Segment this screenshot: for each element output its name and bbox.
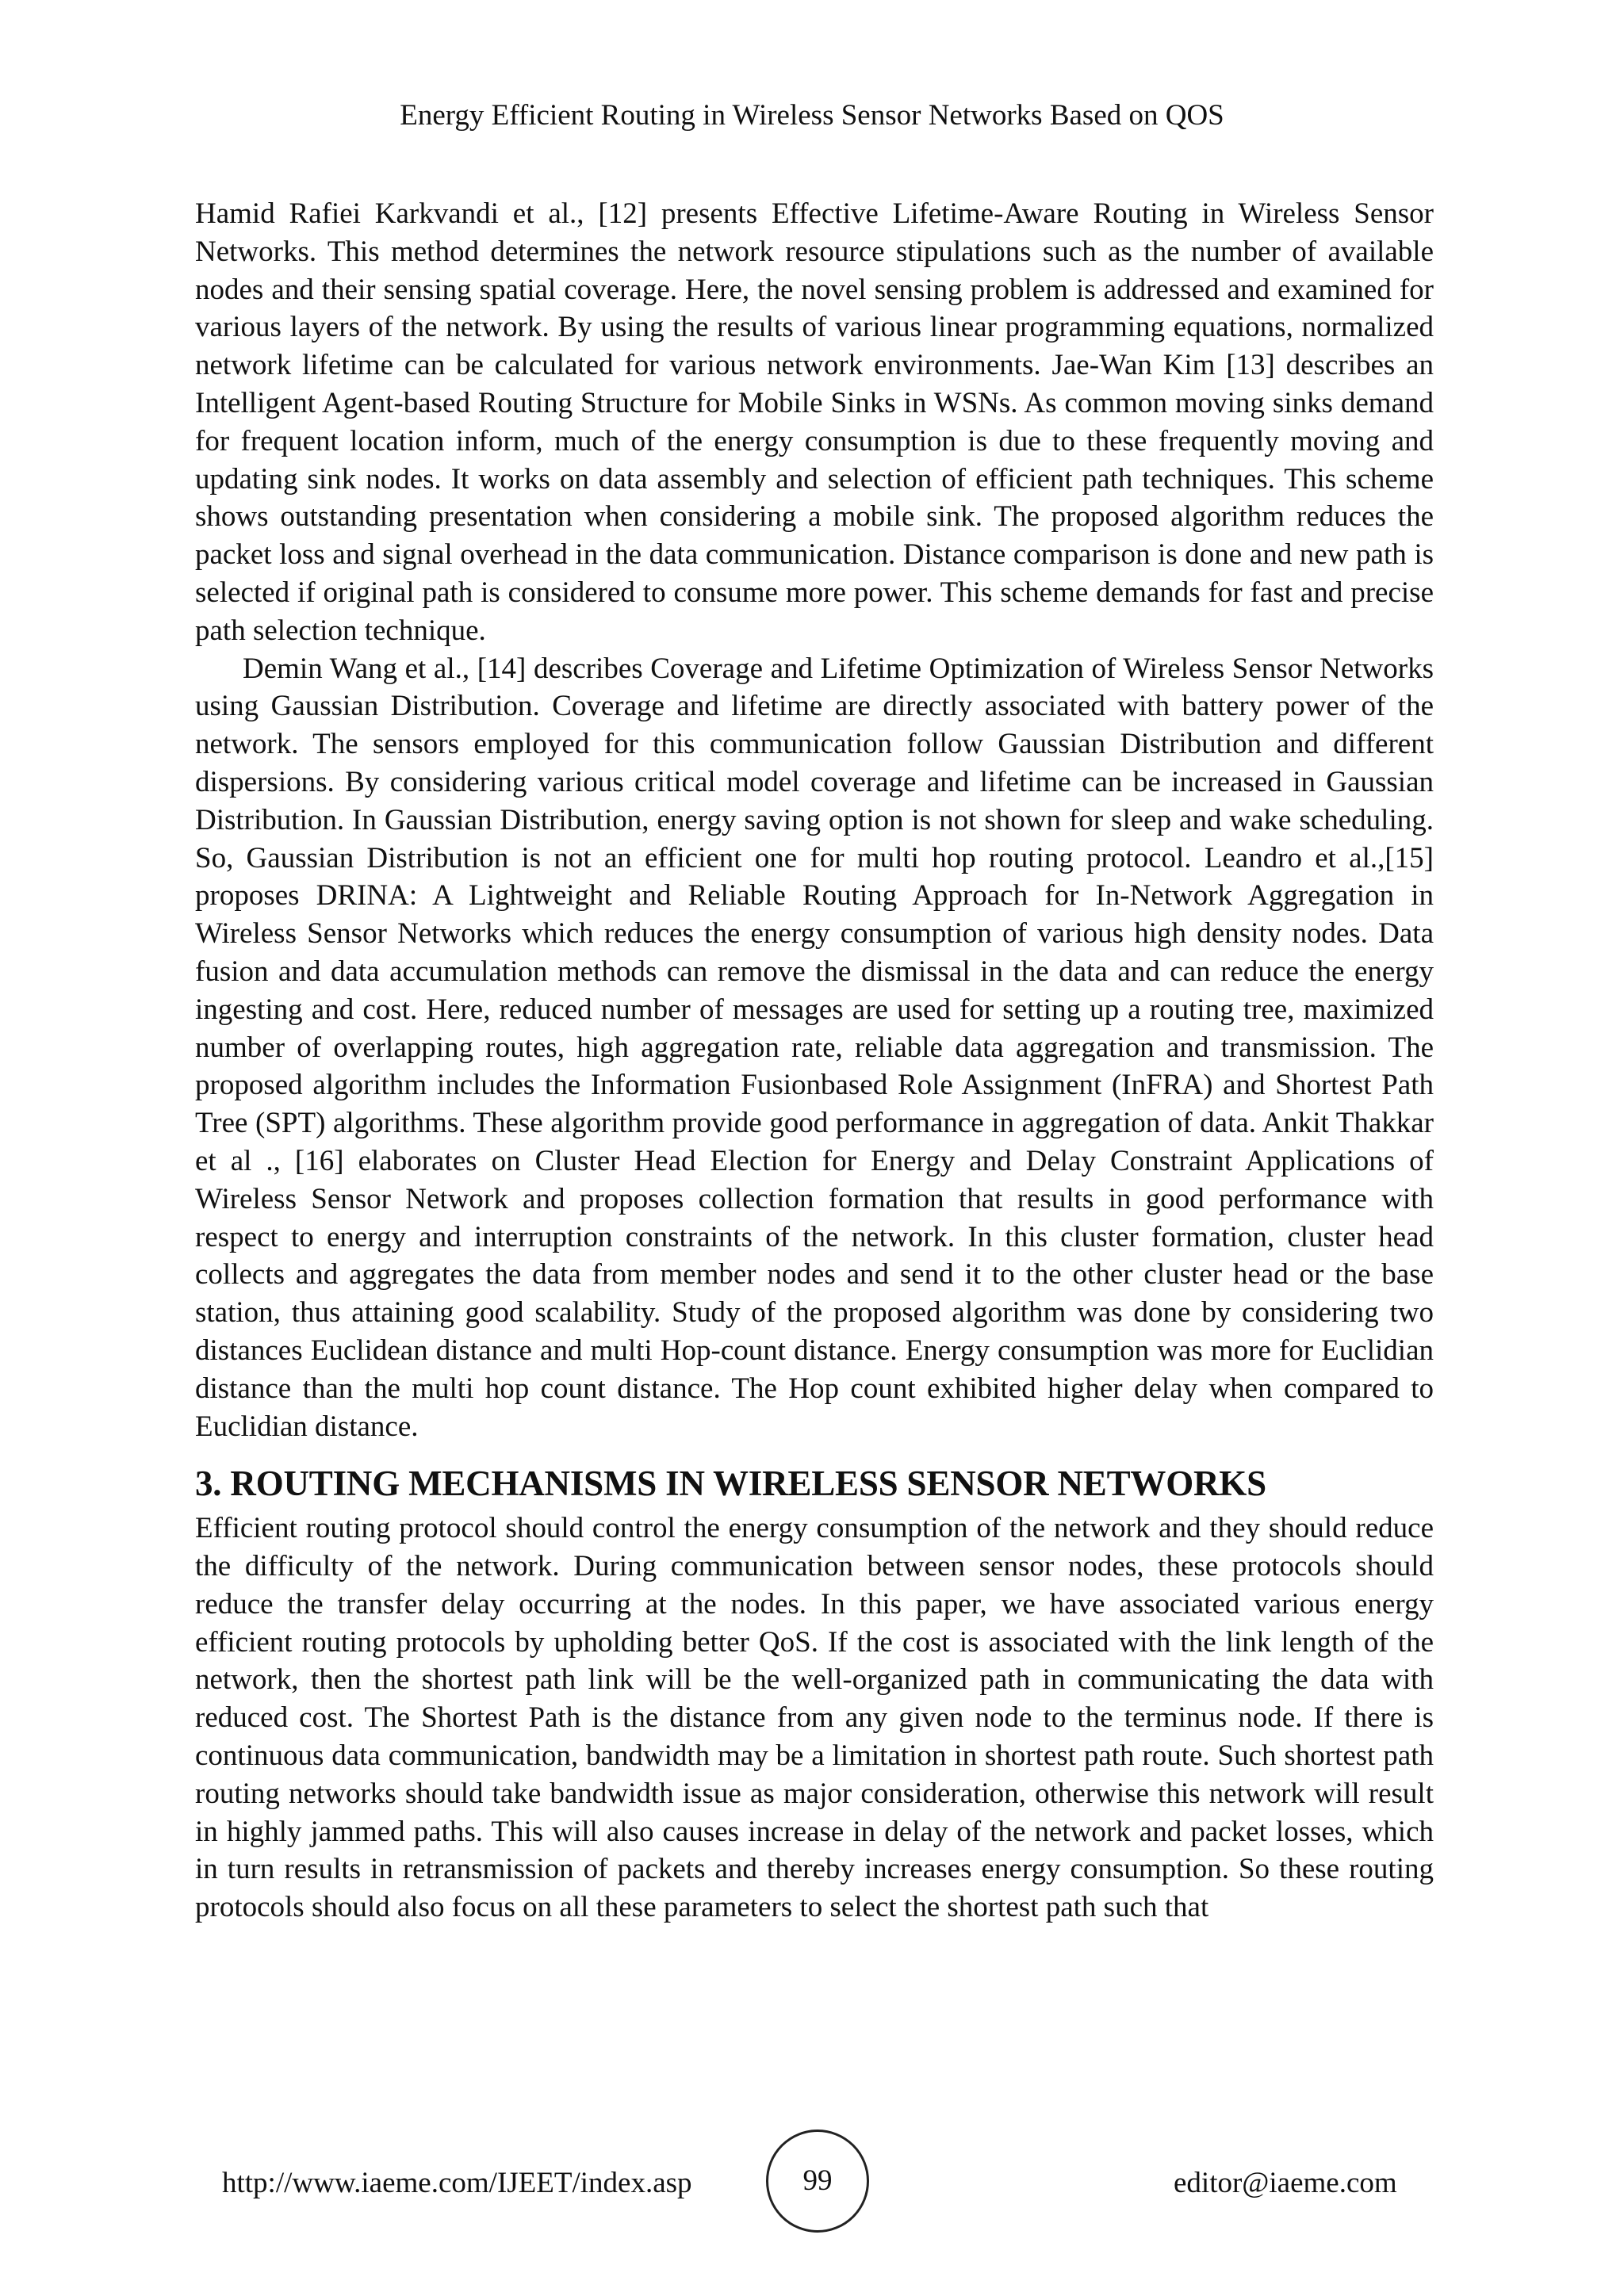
paragraph-related-work-2: Demin Wang et al., [14] describes Coverage and Lifetime Optimization of Wireless Sensor Networks using Gaussian Distribution. Coverage and lifetime are directly associated with battery power of the network. The sensors employed for this communication follow Gaussian Distribution and different dispersions. By considering various critical model coverage and lifetime can be increased in Gaussian Distribution. In Gaussian Distribution, energy saving option is not shown for sleep and wake scheduling. So, Gaussian Distribution is not an efficient one for multi hop routing protocol. Leandro et al.,[15] proposes DRINA: A Lightweight and Reliable Routing Approach for In-Network Aggregation in Wireless Sensor Networks which reduces the energy consumption of various high density nodes. Data fusion and data accumulation methods can remove the dismissal in the data and can reduce the energy ingesting and cost. Here, reduced number of messages are used for setting up a routing tree, maximized number of overlapping routes, high aggregation rate, reliable data aggregation and transmission. The proposed algorithm includes the Information Fusionbased Role Assignment (InFRA) and Shortest Path Tree (SPT) algorithms. These algorithm provide good performance in aggregation of data. Ankit Thakkar et al ., [16] elaborates on Cluster Head Election for Energy and Delay Constraint Applications of Wireless Sensor Network and proposes collection formation that results in good performance with respect to energy and interruption constraints of the network. In this cluster formation, cluster head collects and aggregates the data from member nodes and send it to the other cluster head or the base station, thus attaining good scalability. Study of the proposed algorithm was done by considering two distances Euclidean distance and multi Hop-count distance. Energy consumption was more for Euclidian distance than the multi hop count distance. The Hop count exhibited higher delay when compared to Euclidian distance. <box>195 652 1434 1443</box>
article-body <box>195 195 1434 1927</box>
paragraph-related-work-1: Hamid Rafiei Karkvandi et al., [12] presents Effective Lifetime-Aware Routing in Wireless Sensor Networks. This method determines the network resource stipulations such as the number of available nodes and their sensing spatial coverage. Here, the novel sensing problem is addressed and examined for various layers of the network. By using the results of various linear programming equations, normalized network lifetime can be calculated for various network environments. Jae-Wan Kim [13] describes an Intelligent Agent-based Routing Structure for Mobile Sinks in WSNs. As common moving sinks demand for frequent location inform, much of the energy consumption is due to these frequently moving and updating sink nodes. It works on data assembly and selection of efficient path techniques. This scheme shows outstanding presentation when considering a mobile sink. The proposed algorithm reduces the packet loss and signal overhead in the data communication. Distance comparison is done and new path is selected if original path is considered to consume more power. This scheme demands for fast and precise path selection technique. <box>195 197 1434 647</box>
running-header: Energy Efficient Routing in Wireless Sensor Networks Based on QOS <box>400 99 1224 132</box>
footer-url-link[interactable]: http://www.iaeme.com/IJEET/index.asp <box>222 2167 692 2199</box>
page-number: 99 <box>802 2164 833 2197</box>
section-heading: 3. ROUTING MECHANISMS IN WIRELESS SENSOR NETWORKS <box>195 1464 1266 1504</box>
page-footer <box>0 2130 1624 2233</box>
page-number-circle <box>766 2130 869 2233</box>
footer-email-link[interactable]: editor@iaeme.com <box>1174 2167 1397 2199</box>
paragraph-routing-mechanisms: Efficient routing protocol should control the energy consumption of the network and they should reduce the difficulty of the network. During communication between sensor nodes, these protocols should reduce the transfer delay occurring at the nodes. In this paper, we have associated various energy efficient routing protocols by upholding better QoS. If the cost is associated with the link length of the network, then the shortest path link will be the well-organized path in communicating the data with reduced cost. The Shortest Path is the distance from any given node to the terminus node. If there is continuous data communication, bandwidth may be a limitation in shortest path route. Such shortest path routing networks should take bandwidth issue as major consideration, otherwise this network will result in highly jammed paths. This will also causes increase in delay of the network and packet losses, which in turn results in retransmission of packets and thereby increases energy consumption. So these routing protocols should also focus on all these parameters to select the shortest path such that <box>195 1512 1434 1924</box>
